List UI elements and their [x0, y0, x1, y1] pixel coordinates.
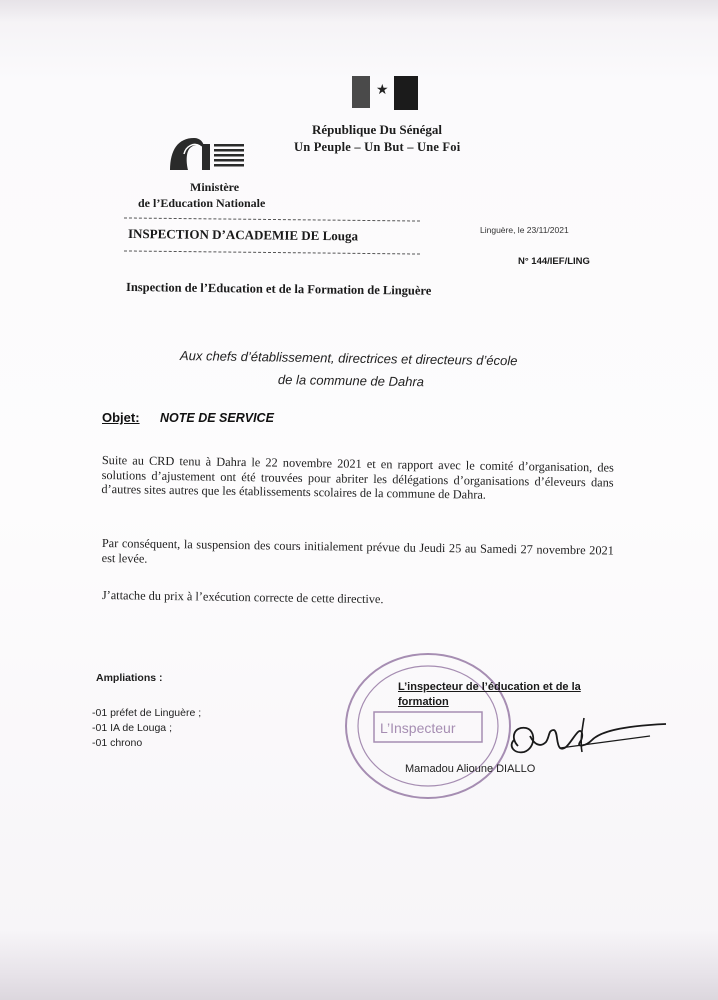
ampliation-item: -01 chrono	[92, 737, 143, 749]
body-paragraph-1: Suite au CRD tenu à Dahra le 22 novembre 2021 et en rapport avec le comité d’organisation, des solutions d’ajustement ont été trouvées pour abriter les délégations d’organisations d’éleveurs dans d’autres sites autres que les établissements scolaires de la commune de Dahra.	[101, 453, 614, 502]
dashed-separator-top	[124, 217, 420, 221]
stamp-label: L’Inspecteur	[380, 720, 456, 736]
ministry-line-1: Ministère	[190, 180, 240, 194]
ampliations-title: Ampliations :	[96, 672, 163, 684]
ampliation-item: -01 IA de Louga ;	[92, 722, 172, 734]
official-stamp-icon	[336, 646, 516, 806]
document-reference: N° 144/IEF/LING	[518, 256, 590, 267]
photo-edge-bottom	[0, 930, 718, 1000]
recipients-line-2: de la commune de Dahra	[277, 372, 425, 390]
national-motto: Un Peuple – Un But – Une Foi	[294, 140, 461, 154]
subject-label: Objet:	[102, 410, 140, 425]
signatory-name: Mamadou Alioune DIALLO	[405, 763, 536, 775]
flag-green-band	[352, 76, 370, 108]
signatory-title: L’inspecteur de l’éducation et de la formation	[398, 681, 581, 708]
recipients-line-1: Aux chefs d’établissement, directrices et directeurs d’école	[179, 348, 518, 369]
photo-edge-top	[0, 0, 718, 22]
subject-value: NOTE DE SERVICE	[160, 411, 274, 425]
body-paragraph-2: Par conséquent, la suspension des cours initialement prévue du Jeudi 25 au Samedi 27 novembre 2021 est levée.	[101, 536, 614, 566]
ampliation-item: -01 préfet de Linguère ;	[92, 707, 202, 719]
academie-heading: INSPECTION D’ACADEMIE DE Louga	[127, 226, 359, 244]
body-paragraph-3: J’attache du prix à l’exécution correcte de cette directive.	[101, 588, 384, 607]
ministry-logo-icon	[166, 132, 246, 172]
document-date: Linguère, le 23/11/2021	[480, 225, 569, 235]
ampliations-list	[92, 706, 201, 751]
ief-heading: Inspection de l’Education et de la Formation de Linguère	[125, 280, 432, 298]
flag-star-icon: ★	[376, 83, 389, 98]
republic-title: République Du Sénégal	[312, 122, 443, 137]
handwritten-signature-icon	[500, 708, 670, 768]
flag-red-band	[394, 76, 418, 110]
dashed-separator-bottom	[124, 250, 420, 254]
ministry-line-2: de l’Education Nationale	[138, 196, 266, 210]
